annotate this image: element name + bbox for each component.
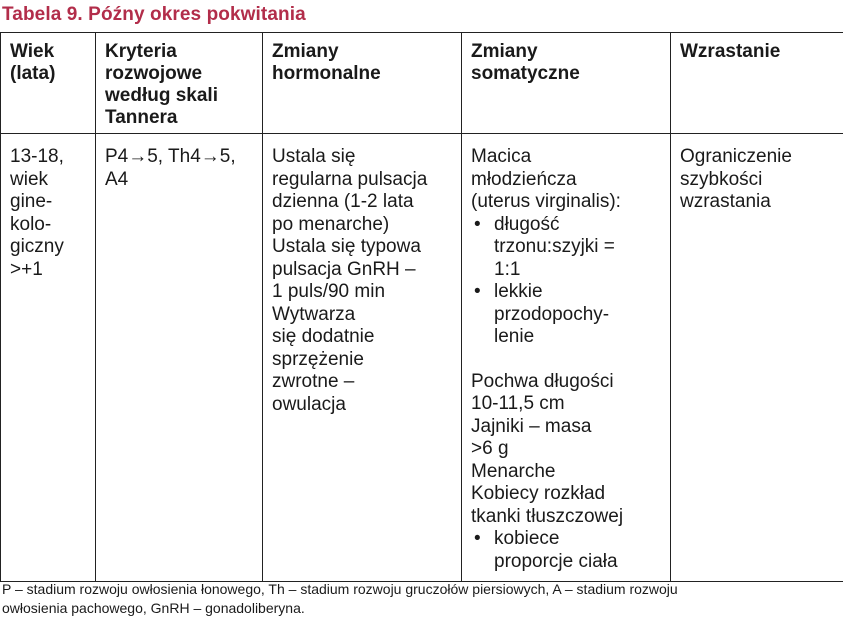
cell-kryteria xyxy=(96,134,263,582)
header-line: Kryteria xyxy=(105,41,177,62)
cell-line: 1:1 xyxy=(494,258,521,280)
cell-line: Ustala się typowa xyxy=(272,236,421,257)
cell-line: wzrastania xyxy=(680,191,771,212)
bullet-list xyxy=(471,528,662,573)
footnote-line: P – stadium rozwoju owłosienia łonowego, Th – stadium rozwoju gruczołów piersiowych, A – stadium rozwoju xyxy=(2,581,678,597)
cell-line: wiek xyxy=(10,168,49,190)
cell-line: kolo- xyxy=(10,213,52,235)
cell-line: Ograniczenie xyxy=(680,146,792,167)
cell-line: Kobiecy rozkład xyxy=(471,483,606,504)
cell-line: Macica xyxy=(471,146,532,167)
spacer xyxy=(471,349,662,371)
cell-line: po menarche) xyxy=(272,213,390,235)
cell-line: >6 g xyxy=(471,438,509,459)
cell-line: Pochwa długości xyxy=(471,370,614,392)
cell-line: >+1 xyxy=(10,258,43,280)
header-line: Tannera xyxy=(105,107,178,128)
cell-line: się dodatnie xyxy=(272,326,375,347)
cell-line: proporcje ciała xyxy=(494,550,618,572)
header-line: Wiek xyxy=(10,41,55,62)
bullet-list xyxy=(471,214,662,349)
header-line: somatyczne xyxy=(471,63,580,84)
list-item xyxy=(471,214,662,282)
list-item xyxy=(471,528,662,573)
header-line: (lata) xyxy=(10,63,56,84)
cell-line: kobiece xyxy=(494,528,560,549)
table-title: Tabela 9. Późny okres pokwitania xyxy=(2,4,306,25)
cell-line: gine- xyxy=(10,191,53,212)
header-wzrastanie xyxy=(671,33,843,134)
cell-wzrastanie xyxy=(671,134,843,582)
cell-line: przodopochy- xyxy=(494,303,610,325)
footnote-line: owłosienia pachowego, GnRH – gonadoliberyna. xyxy=(2,600,305,616)
header-line: Wzrastanie xyxy=(680,41,781,62)
cell-line: lekkie xyxy=(494,281,543,302)
footnote xyxy=(2,580,840,618)
cell-line: 10-11,5 cm xyxy=(471,393,565,414)
cell-line: szybkości xyxy=(680,168,763,190)
cell-line: lenie xyxy=(494,326,535,347)
header-kryteria xyxy=(96,33,263,134)
cell-somatyczne xyxy=(462,134,671,582)
header-line: Zmiany xyxy=(471,41,538,62)
header-somatyczne xyxy=(462,33,671,134)
cell-line: pulsacja GnRH – xyxy=(272,258,416,280)
header-line: rozwojowe xyxy=(105,63,203,84)
cell-line: owulacja xyxy=(272,393,346,415)
cell-line: dzienna (1-2 lata xyxy=(272,191,414,212)
header-wiek xyxy=(1,33,96,134)
table-row xyxy=(1,134,843,582)
bullet-icon: • xyxy=(474,528,481,549)
cell-line: trzonu:szyjki = xyxy=(494,236,615,257)
cell-line: sprzężenie xyxy=(272,348,364,370)
cell-line: Ustala się xyxy=(272,146,356,167)
header-row xyxy=(1,33,843,134)
bullet-icon: • xyxy=(474,213,481,235)
cell-hormonalne xyxy=(263,134,462,582)
cell-line: młodzieńcza xyxy=(471,168,577,190)
cell-line: zwrotne – xyxy=(272,371,355,392)
cell-line: regularna pulsacja xyxy=(272,168,428,190)
cell-line: P4→5, Th4→5, xyxy=(105,146,236,167)
cell-line: 13-18, xyxy=(10,146,64,167)
cell-line: długość xyxy=(494,213,560,235)
header-line: hormonalne xyxy=(272,63,381,84)
cell-line: Wytwarza xyxy=(272,303,356,325)
cell-line: (uterus virginalis): xyxy=(471,191,621,212)
list-item xyxy=(471,281,662,349)
cell-line: giczny xyxy=(10,236,64,257)
data-table xyxy=(0,32,843,582)
bullet-icon: • xyxy=(474,281,481,302)
cell-wiek xyxy=(1,134,96,582)
header-line: według skali xyxy=(105,85,218,106)
header-line: Zmiany xyxy=(272,41,339,62)
cell-line: 1 puls/90 min xyxy=(272,281,386,302)
cell-line: tkanki tłuszczowej xyxy=(471,505,624,527)
cell-line: A4 xyxy=(105,168,129,190)
cell-line: Menarche xyxy=(471,460,556,482)
cell-line: Jajniki – masa xyxy=(471,415,592,437)
header-hormonalne xyxy=(263,33,462,134)
